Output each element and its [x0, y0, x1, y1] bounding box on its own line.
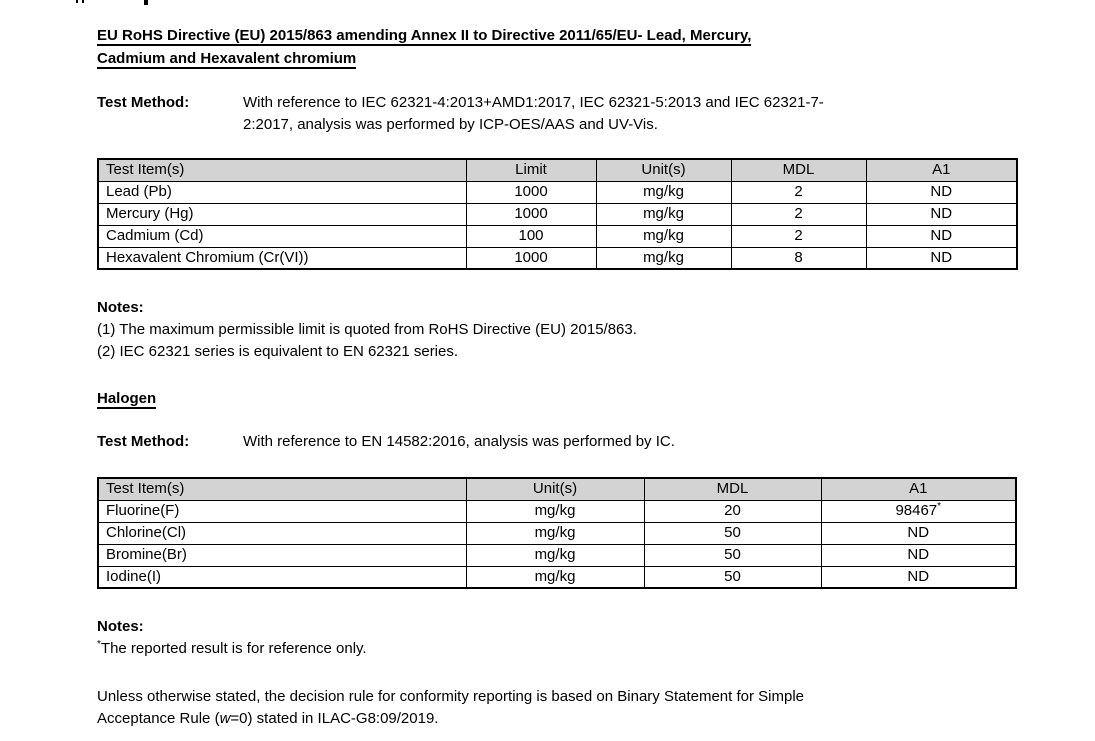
notes-label: Notes: — [97, 618, 144, 635]
table-row — [98, 181, 1017, 203]
table-cell-result: ND — [866, 181, 1017, 203]
rohs-heading-line2-text: Cadmium and Hexavalent chromium — [97, 50, 357, 67]
table-row — [98, 500, 1016, 522]
test-method-text — [243, 92, 824, 136]
table-header-row — [98, 159, 1017, 181]
table-cell-mdl: 50 — [644, 522, 821, 544]
halogen-test-method — [97, 431, 1016, 453]
rohs-test-method — [97, 92, 1016, 136]
table-cell-mdl: 2 — [731, 225, 866, 247]
table-cell-result: ND — [821, 522, 1016, 544]
rohs-notes — [97, 297, 1016, 363]
cropped-text-remnant — [144, 0, 148, 5]
table-cell-item: Fluorine(F) — [98, 500, 466, 522]
test-method-text-line2: 2:2017, analysis was performed by ICP-OES/AAS and UV-Vis. — [243, 116, 658, 133]
table-cell-unit: mg/kg — [466, 500, 644, 522]
table-cell-item: Bromine(Br) — [98, 544, 466, 566]
table-cell-unit: mg/kg — [596, 247, 731, 269]
column-header-unit: Unit(s) — [466, 478, 644, 500]
table-row — [98, 522, 1016, 544]
table-cell-unit: mg/kg — [466, 544, 644, 566]
rohs-heading-line1-text: EU RoHS Directive (EU) 2015/863 amending Annex II to Directive 2011/65/EU- Lead, Mercury, — [97, 27, 752, 44]
notes-label: Notes: — [97, 299, 144, 316]
halogen-note — [97, 638, 1016, 660]
table-cell-limit: 1000 — [466, 247, 596, 269]
result-value: 98467 — [895, 502, 938, 519]
table-row — [98, 544, 1016, 566]
rohs-section-heading — [97, 24, 1016, 70]
test-method-label: Test Method: — [97, 433, 190, 450]
column-header-limit: Limit — [466, 159, 596, 181]
decision-rule-line2-before: Acceptance Rule ( — [97, 710, 220, 727]
halogen-note-text: The reported result is for reference only. — [100, 640, 367, 657]
table-row — [98, 566, 1016, 588]
column-header-mdl: MDL — [731, 159, 866, 181]
table-cell-item: Cadmium (Cd) — [98, 225, 466, 247]
decision-rule-line2 — [97, 708, 1016, 730]
table-cell-limit: 1000 — [466, 181, 596, 203]
halogen-notes — [97, 616, 1016, 660]
halogen-section-heading — [97, 387, 1016, 410]
table-cell-result: ND — [821, 544, 1016, 566]
table-cell-result: ND — [866, 203, 1017, 225]
rohs-heading-line2 — [97, 47, 1016, 70]
table-cell-item: Lead (Pb) — [98, 181, 466, 203]
column-header-test-item: Test Item(s) — [98, 159, 466, 181]
cropped-text-remnant — [82, 0, 84, 3]
table-cell-mdl: 2 — [731, 181, 866, 203]
table-cell-mdl: 2 — [731, 203, 866, 225]
table-cell-item: Hexavalent Chromium (Cr(VI)) — [98, 247, 466, 269]
test-method-label: Test Method: — [97, 94, 190, 111]
column-header-unit: Unit(s) — [596, 159, 731, 181]
table-cell-unit: mg/kg — [466, 522, 644, 544]
table-row — [98, 247, 1017, 269]
table-row — [98, 203, 1017, 225]
table-cell-mdl: 20 — [644, 500, 821, 522]
decision-rule-line2-after: =0) stated in ILAC-G8:09/2019. — [230, 710, 439, 727]
table-cell-mdl: 50 — [644, 566, 821, 588]
table-cell-result — [821, 500, 1016, 522]
halogen-results-table — [97, 477, 1017, 589]
column-header-a1: A1 — [866, 159, 1017, 181]
cropped-text-remnant — [76, 0, 78, 3]
halogen-heading-text: Halogen — [97, 390, 157, 407]
table-cell-result: ND — [866, 225, 1017, 247]
table-cell-item: Iodine(I) — [98, 566, 466, 588]
table-cell-mdl: 8 — [731, 247, 866, 269]
rohs-heading-line1 — [97, 24, 1016, 47]
test-method-text: With reference to EN 14582:2016, analysis was performed by IC. — [243, 433, 675, 450]
footnote-marker: * — [97, 639, 101, 650]
table-cell-unit: mg/kg — [596, 225, 731, 247]
table-cell-unit: mg/kg — [466, 566, 644, 588]
rohs-note-2: (2) IEC 62321 series is equivalent to EN 62321 series. — [97, 343, 459, 360]
table-cell-mdl: 50 — [644, 544, 821, 566]
table-cell-unit: mg/kg — [596, 203, 731, 225]
decision-rule-statement — [97, 686, 1016, 730]
table-row — [98, 225, 1017, 247]
column-header-mdl: MDL — [644, 478, 821, 500]
column-header-test-item: Test Item(s) — [98, 478, 466, 500]
table-cell-limit: 100 — [466, 225, 596, 247]
table-cell-result: ND — [866, 247, 1017, 269]
table-cell-item: Mercury (Hg) — [98, 203, 466, 225]
table-cell-result: ND — [821, 566, 1016, 588]
rohs-results-table — [97, 158, 1018, 270]
table-cell-item: Chlorine(Cl) — [98, 522, 466, 544]
footnote-marker: * — [937, 501, 942, 512]
decision-rule-line1: Unless otherwise stated, the decision rule for conformity reporting is based on Binary Statement for Simple — [97, 688, 805, 705]
rohs-note-1: (1) The maximum permissible limit is quoted from RoHS Directive (EU) 2015/863. — [97, 321, 637, 338]
test-method-text-line1: With reference to IEC 62321-4:2013+AMD1:2017, IEC 62321-5:2013 and IEC 62321-7- — [243, 94, 824, 111]
column-header-a1: A1 — [821, 478, 1016, 500]
decision-rule-w-symbol: w — [219, 710, 231, 727]
table-cell-limit: 1000 — [466, 203, 596, 225]
table-header-row — [98, 478, 1016, 500]
table-cell-unit: mg/kg — [596, 181, 731, 203]
